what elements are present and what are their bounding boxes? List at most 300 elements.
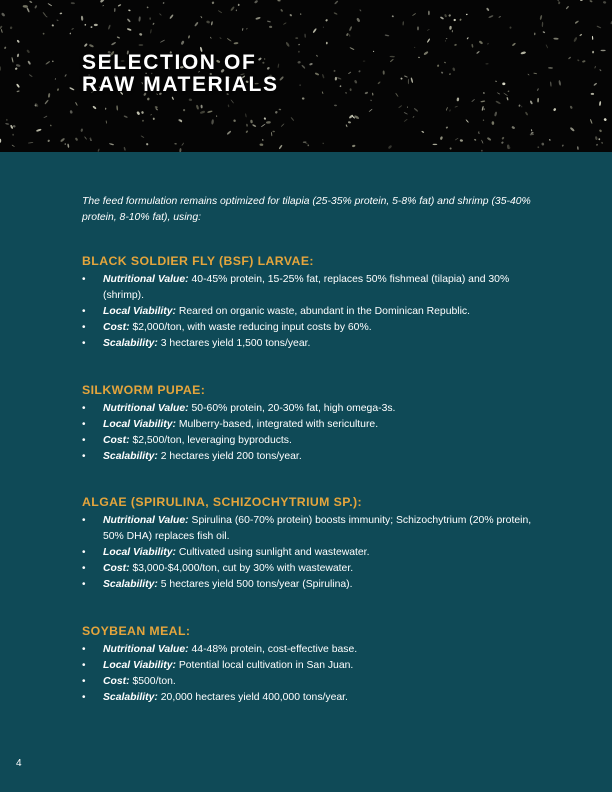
particle-speck — [259, 143, 263, 146]
particle-speck — [603, 1, 607, 4]
particle-speck — [303, 141, 307, 143]
particle-speck — [90, 26, 92, 28]
particle-speck — [483, 119, 485, 121]
particle-speck — [427, 29, 430, 31]
particle-speck — [501, 136, 504, 139]
particle-speck — [226, 130, 231, 135]
particle-speck — [481, 140, 483, 144]
particle-speck — [527, 74, 529, 76]
particle-speck — [498, 16, 501, 18]
particle-speck — [146, 6, 148, 8]
particle-speck — [433, 144, 438, 145]
particle-speck — [6, 119, 7, 121]
particle-speck — [573, 37, 577, 43]
particle-speck — [233, 119, 236, 122]
particle-speck — [180, 40, 184, 45]
particle-speck — [12, 145, 15, 148]
particle-speck — [141, 135, 145, 138]
bullet-list — [82, 513, 552, 593]
particle-speck — [358, 70, 361, 73]
bullet-icon: • — [82, 322, 86, 333]
particle-speck — [534, 32, 535, 35]
particle-speck — [84, 136, 87, 140]
particle-speck — [279, 109, 282, 111]
particle-speck — [44, 99, 49, 104]
item-label: Cost: — [103, 435, 130, 446]
particle-speck — [312, 28, 317, 33]
particle-speck — [400, 77, 402, 79]
particle-speck — [487, 137, 492, 141]
particle-speck — [530, 100, 534, 104]
particle-speck — [56, 19, 59, 21]
particle-speck — [418, 57, 420, 59]
particle-speck — [392, 15, 394, 17]
particle-speck — [446, 38, 448, 39]
list-item — [82, 642, 552, 658]
particle-speck — [298, 51, 300, 53]
bullet-icon: • — [82, 306, 86, 317]
particle-speck — [537, 98, 539, 103]
particle-speck — [146, 143, 149, 146]
particle-speck — [333, 12, 337, 15]
particle-speck — [236, 9, 237, 11]
item-text: Reared on organic waste, abundant in the Dominican Republic. — [178, 306, 470, 317]
particle-speck — [183, 109, 185, 111]
particle-speck — [601, 142, 603, 144]
item-label: Nutritional Value: — [103, 403, 189, 414]
particle-speck — [591, 93, 594, 95]
particle-speck — [55, 78, 57, 80]
item-text: 20,000 hectares yield 400,000 tons/year. — [160, 692, 348, 703]
bullet-icon: • — [82, 676, 86, 687]
particle-speck — [553, 108, 557, 112]
page-title-line-2: RAW MATERIALS — [82, 73, 279, 96]
particle-speck — [346, 33, 349, 37]
list-item — [82, 577, 552, 593]
particle-speck — [483, 92, 485, 94]
particle-speck — [250, 120, 253, 124]
particle-speck — [488, 15, 493, 19]
particle-speck — [323, 27, 324, 28]
page-title — [82, 52, 279, 96]
particle-speck — [69, 87, 75, 91]
item-label: Local Viability: — [103, 547, 176, 558]
particle-speck — [64, 143, 66, 145]
particle-speck — [34, 5, 37, 9]
particle-speck — [497, 92, 501, 94]
particle-speck — [345, 92, 347, 94]
particle-speck — [460, 139, 464, 142]
section-algae — [82, 495, 552, 593]
particle-speck — [285, 42, 290, 48]
particle-speck — [163, 2, 165, 4]
particle-speck — [271, 132, 272, 136]
particle-speck — [348, 72, 352, 75]
section-heading: SILKWORM PUPAE: — [82, 383, 206, 397]
particle-speck — [16, 39, 19, 43]
particle-speck — [278, 145, 282, 150]
particle-speck — [566, 6, 570, 10]
particle-speck — [29, 0, 33, 3]
particle-speck — [69, 32, 71, 34]
section-soybean-meal — [82, 624, 552, 706]
particle-speck — [109, 143, 114, 146]
particle-speck — [445, 126, 448, 129]
particle-speck — [412, 116, 414, 118]
particle-speck — [80, 128, 83, 132]
particle-speck — [452, 30, 454, 33]
particle-speck — [599, 129, 603, 132]
particle-speck — [60, 12, 63, 14]
particle-speck — [105, 108, 106, 110]
particle-speck — [540, 15, 543, 20]
particle-speck — [26, 7, 30, 13]
particle-speck — [261, 123, 266, 127]
particle-speck — [302, 97, 305, 99]
particle-speck — [449, 109, 451, 112]
particle-speck — [211, 1, 214, 4]
particle-speck — [440, 16, 444, 20]
particle-speck — [71, 28, 74, 30]
particle-speck — [437, 64, 440, 67]
bullet-list — [82, 401, 552, 465]
particle-speck — [325, 19, 328, 22]
particle-speck — [299, 84, 300, 86]
particle-speck — [26, 49, 30, 53]
particle-speck — [159, 13, 162, 16]
particle-speck — [0, 139, 1, 143]
particle-speck — [417, 26, 418, 30]
list-item — [82, 513, 552, 545]
particle-speck — [230, 99, 234, 103]
particle-speck — [188, 35, 191, 39]
list-item — [82, 449, 552, 465]
particle-speck — [16, 64, 21, 68]
particle-speck — [580, 0, 583, 1]
particle-speck — [592, 36, 594, 40]
particle-speck — [13, 125, 16, 128]
particle-speck — [349, 47, 354, 50]
particle-speck — [150, 29, 152, 34]
particle-speck — [465, 119, 469, 123]
particle-speck — [309, 63, 313, 66]
particle-speck — [354, 115, 360, 120]
particle-speck — [28, 142, 33, 144]
particle-speck — [414, 108, 419, 112]
particle-speck — [521, 106, 522, 108]
bullet-icon: • — [82, 579, 86, 590]
particle-speck — [245, 113, 247, 117]
particle-speck — [445, 40, 447, 41]
particle-speck — [390, 56, 395, 58]
particle-speck — [385, 34, 390, 36]
particle-speck — [502, 82, 505, 85]
bullet-icon: • — [82, 692, 86, 703]
particle-speck — [57, 88, 60, 91]
particle-speck — [446, 107, 448, 111]
particle-speck — [494, 111, 498, 116]
item-label: Scalability: — [103, 692, 158, 703]
particle-speck — [541, 142, 544, 145]
particle-speck — [577, 146, 579, 150]
particle-speck — [141, 111, 144, 114]
particle-speck — [383, 70, 385, 74]
particle-speck — [549, 139, 551, 141]
particle-speck — [369, 109, 373, 113]
particle-speck — [537, 88, 540, 91]
particle-speck — [267, 20, 271, 22]
particle-speck — [139, 45, 144, 46]
particle-speck — [246, 124, 248, 127]
particle-speck — [152, 22, 155, 25]
particle-speck — [207, 110, 213, 113]
particle-speck — [377, 81, 380, 84]
particle-speck — [45, 61, 50, 65]
particle-speck — [211, 119, 214, 125]
particle-speck — [444, 14, 447, 18]
particle-speck — [279, 76, 284, 81]
particle-speck — [128, 9, 131, 11]
particle-speck — [52, 60, 54, 62]
particle-speck — [181, 142, 184, 146]
particle-speck — [589, 0, 592, 3]
particle-speck — [408, 79, 409, 84]
particle-speck — [595, 136, 598, 140]
particle-speck — [471, 99, 475, 103]
particle-speck — [150, 17, 151, 20]
particle-speck — [507, 90, 509, 92]
particle-speck — [471, 44, 473, 48]
particle-speck — [599, 69, 602, 72]
particle-speck — [281, 123, 285, 127]
particle-speck — [561, 144, 564, 147]
particle-speck — [246, 28, 248, 30]
section-heading: ALGAE (SPIRULINA, SCHIZOCHYTRIUM SP.): — [82, 495, 363, 509]
item-text: Potential local cultivation in San Juan. — [178, 660, 354, 671]
particle-speck — [50, 125, 52, 127]
particle-speck — [283, 22, 287, 25]
particle-speck — [414, 47, 416, 48]
bullet-list — [82, 272, 552, 352]
bullet-list — [82, 642, 552, 706]
particle-speck — [12, 134, 14, 136]
particle-speck — [238, 4, 240, 6]
particle-speck — [84, 24, 86, 26]
particle-speck — [423, 51, 428, 56]
item-text: 2 hectares yield 200 tons/year. — [160, 451, 302, 462]
particle-speck — [333, 70, 335, 72]
particle-speck — [390, 59, 394, 63]
item-label: Cost: — [103, 322, 130, 333]
particle-speck — [603, 118, 607, 122]
particle-speck — [486, 7, 490, 11]
particle-speck — [153, 117, 155, 120]
particle-speck — [481, 106, 483, 111]
particle-speck — [326, 42, 328, 45]
particle-speck — [402, 21, 403, 25]
particle-speck — [550, 81, 552, 86]
particle-speck — [421, 131, 424, 134]
particle-speck — [599, 101, 601, 106]
particle-speck — [29, 74, 33, 77]
particle-speck — [348, 121, 351, 124]
particle-speck — [42, 32, 44, 34]
bullet-icon: • — [82, 547, 86, 558]
particle-speck — [480, 100, 485, 102]
particle-speck — [530, 133, 535, 135]
particle-speck — [48, 93, 51, 98]
particle-speck — [245, 130, 248, 133]
list-item — [82, 320, 552, 336]
particle-speck — [592, 51, 594, 54]
particle-speck — [92, 105, 96, 109]
particle-speck — [252, 124, 256, 127]
particle-speck — [277, 0, 280, 1]
particle-speck — [373, 51, 375, 53]
item-label: Scalability: — [103, 338, 158, 349]
particle-speck — [89, 137, 91, 140]
particle-speck — [315, 72, 320, 76]
list-item — [82, 674, 552, 690]
particle-speck — [537, 146, 539, 148]
particle-speck — [36, 128, 42, 132]
particle-speck — [16, 83, 20, 88]
particle-speck — [142, 120, 144, 122]
particle-speck — [116, 105, 118, 110]
particle-speck — [322, 74, 325, 79]
list-item — [82, 272, 552, 304]
particle-speck — [337, 77, 342, 80]
particle-speck — [334, 104, 337, 106]
particle-speck — [356, 17, 360, 22]
particle-speck — [512, 42, 516, 46]
particle-speck — [189, 98, 193, 101]
particle-speck — [427, 38, 431, 43]
item-text: 5 hectares yield 500 tons/year (Spirulina). — [160, 579, 353, 590]
particle-speck — [558, 80, 561, 86]
particle-speck — [227, 38, 232, 42]
particle-speck — [404, 112, 408, 115]
item-label: Scalability: — [103, 579, 158, 590]
list-item — [82, 690, 552, 706]
particle-speck — [404, 75, 408, 78]
particle-speck — [139, 33, 143, 36]
particle-speck — [506, 97, 508, 101]
item-text: $3,000-$4,000/ton, cut by 30% with wastewater. — [132, 563, 354, 574]
particle-speck — [556, 0, 559, 2]
particle-speck — [106, 120, 108, 124]
particle-speck — [575, 20, 579, 24]
list-item — [82, 401, 552, 417]
particle-speck — [117, 36, 121, 39]
particle-speck — [71, 2, 75, 4]
particle-speck — [216, 115, 218, 117]
particle-speck — [454, 44, 457, 46]
particle-speck — [262, 139, 264, 141]
particle-speck — [335, 77, 337, 81]
particle-speck — [123, 147, 126, 151]
particle-speck — [67, 143, 69, 147]
particle-speck — [196, 105, 200, 110]
particle-speck — [509, 26, 511, 28]
particle-speck — [242, 28, 244, 31]
particle-speck — [593, 82, 597, 86]
particle-speck — [598, 138, 600, 140]
particle-speck — [456, 97, 459, 101]
particle-speck — [194, 22, 199, 27]
particle-speck — [200, 110, 206, 114]
bullet-icon: • — [82, 435, 86, 446]
bullet-icon: • — [82, 451, 86, 462]
particle-speck — [334, 0, 338, 4]
particle-speck — [594, 66, 596, 69]
particle-speck — [15, 67, 18, 70]
particle-speck — [487, 43, 488, 45]
particle-speck — [275, 111, 278, 114]
particle-speck — [300, 13, 301, 15]
particle-speck — [280, 9, 283, 12]
item-text: Spirulina (60-70% protein) boosts immunity; Schizochytrium (20% protein, 50% DHA) replaces fish oil. — [103, 515, 532, 542]
particle-speck — [218, 10, 223, 14]
particle-speck — [582, 60, 586, 63]
particle-speck — [269, 26, 272, 28]
particle-speck — [596, 25, 601, 28]
particle-speck — [466, 37, 468, 40]
particle-speck — [111, 42, 116, 46]
particle-speck — [455, 138, 459, 141]
particle-speck — [590, 119, 593, 124]
particle-speck — [94, 24, 98, 26]
particle-speck — [230, 6, 235, 11]
particle-speck — [404, 119, 408, 123]
particle-speck — [155, 106, 158, 108]
list-item — [82, 545, 552, 561]
particle-speck — [10, 26, 13, 29]
particle-speck — [596, 144, 597, 146]
list-item — [82, 336, 552, 352]
particle-speck — [466, 14, 468, 16]
particle-speck — [531, 129, 533, 132]
particle-speck — [60, 138, 65, 143]
particle-speck — [410, 77, 413, 83]
particle-speck — [254, 0, 258, 4]
particle-speck — [495, 80, 497, 82]
particle-speck — [297, 61, 301, 64]
particle-speck — [47, 139, 50, 142]
particle-speck — [449, 26, 452, 30]
particle-speck — [263, 117, 266, 120]
particle-speck — [449, 147, 452, 150]
particle-speck — [169, 14, 174, 19]
particle-speck — [307, 144, 309, 146]
main-content — [0, 152, 612, 792]
list-item — [82, 433, 552, 449]
particle-speck — [127, 18, 131, 23]
particle-speck — [64, 74, 67, 77]
section-bsf-larvae — [82, 254, 552, 352]
particle-speck — [520, 51, 526, 55]
particle-speck — [206, 20, 210, 24]
particle-speck — [304, 34, 305, 38]
particle-speck — [476, 51, 480, 54]
particle-speck — [47, 3, 52, 6]
particle-speck — [233, 42, 238, 45]
particle-speck — [553, 38, 558, 40]
particle-speck — [0, 66, 1, 70]
particle-speck — [459, 18, 462, 21]
particle-speck — [474, 139, 477, 141]
page-number: 4 — [16, 758, 22, 769]
